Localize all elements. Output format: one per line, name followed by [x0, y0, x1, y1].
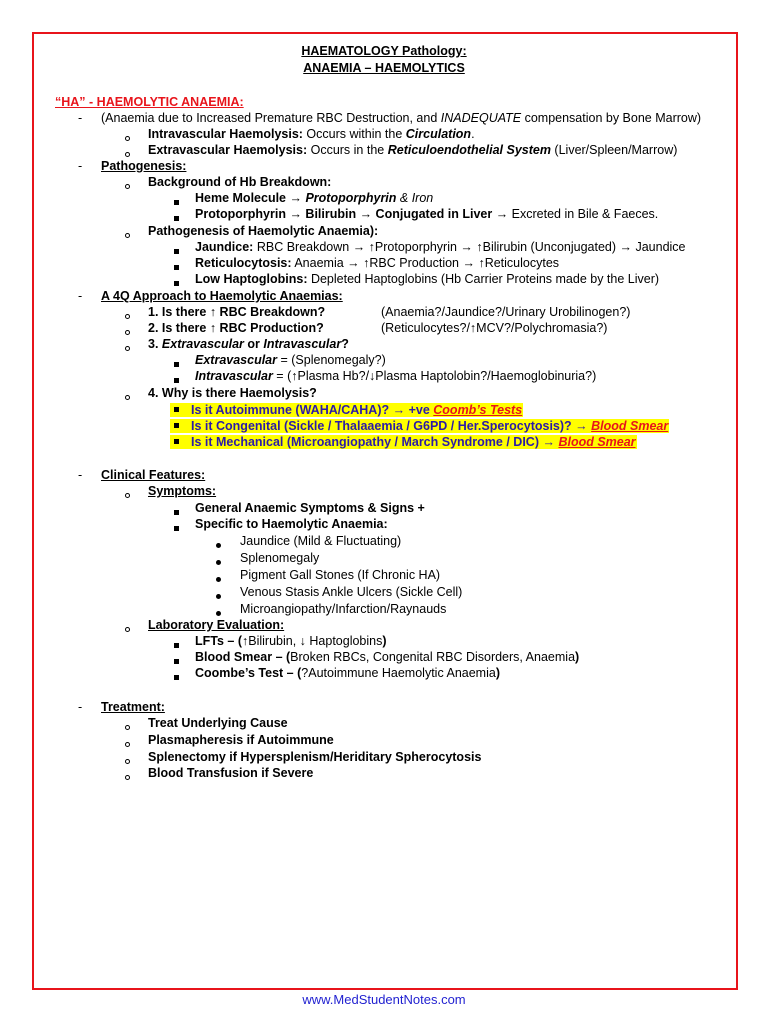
haptoglobin-line: Low Haptoglobins: Depleted Haptoglobins (Hb Carrier Proteins made by the Liver)	[195, 272, 660, 286]
dash-bullet: -	[78, 289, 83, 303]
dash-bullet: -	[78, 159, 83, 173]
circle-bullet	[125, 718, 130, 734]
treatment-item: Blood Transfusion if Severe	[148, 766, 314, 780]
circle-bullet	[125, 129, 130, 145]
dot-bullet	[216, 587, 221, 603]
treatment-item: Splenectomy if Hypersplenism/Heriditary Spherocytosis	[148, 750, 482, 764]
circle-bullet	[125, 226, 130, 242]
doc-title: HAEMATOLOGY Pathology:	[301, 44, 467, 58]
square-bullet	[174, 636, 179, 652]
dot-bullet	[216, 570, 221, 586]
pathogenesis-ha-heading: Pathogenesis of Haemolytic Anaemia):	[148, 224, 379, 238]
q1-note: (Anaemia?/Jaundice?/Urinary Urobilinogen?)	[381, 305, 631, 319]
general-symptoms: General Anaemic Symptoms & Signs +	[195, 501, 425, 515]
square-bullet	[174, 652, 179, 668]
clinical-heading: Clinical Features:	[101, 468, 206, 482]
specific-symptoms: Specific to Haemolytic Anaemia:	[195, 517, 388, 531]
circle-bullet	[125, 323, 130, 339]
circle-bullet	[125, 620, 130, 636]
approach-heading: A 4Q Approach to Haemolytic Anaemias:	[101, 289, 343, 303]
q1-line: 1. Is there ↑ RBC Breakdown?	[148, 305, 326, 319]
symptom-item: Microangiopathy/Infarction/Raynauds	[240, 602, 447, 616]
symptom-item: Pigment Gall Stones (If Chronic HA)	[240, 568, 441, 582]
circle-bullet	[125, 339, 130, 355]
reticulocytosis-line: Reticulocytosis: Anaemia → ↑RBC Production → ↑Reticulocytes	[195, 256, 560, 270]
dot-bullet	[216, 536, 221, 552]
extravascular-q-line: Extravascular = (Splenomegaly?)	[195, 353, 386, 367]
circle-bullet	[125, 177, 130, 193]
protoporphyrin-line: Protoporphyrin → Bilirubin → Conjugated in Liver → Excreted in Bile & Faeces.	[195, 207, 659, 221]
symptom-item: Jaundice (Mild & Fluctuating)	[240, 534, 402, 548]
square-bullet	[174, 668, 179, 684]
extravascular-line: Extravascular Haemolysis: Occurs in the Reticuloendothelial System (Liver/Spleen/Marrow)	[148, 143, 678, 157]
pathogenesis-heading: Pathogenesis:	[101, 159, 187, 173]
square-bullet	[174, 193, 179, 209]
circle-bullet	[125, 768, 130, 784]
circle-bullet	[125, 735, 130, 751]
q2-line: 2. Is there ↑ RBC Production?	[148, 321, 324, 335]
doc-subtitle: ANAEMIA – HAEMOLYTICS	[303, 61, 465, 75]
symptom-item: Venous Stasis Ankle Ulcers (Sickle Cell)	[240, 585, 463, 599]
q3-line: 3. Extravascular or Intravascular?	[148, 337, 349, 351]
circle-bullet	[125, 307, 130, 323]
circle-bullet	[125, 752, 130, 768]
q4-line: 4. Why is there Haemolysis?	[148, 386, 317, 400]
circle-bullet	[125, 388, 130, 404]
coombe-line: Coombe’s Test – (?Autoimmune Haemolytic Anaemia)	[195, 666, 500, 680]
square-bullet	[174, 242, 179, 258]
q2-note: (Reticulocytes?/↑MCV?/Polychromasia?)	[381, 321, 608, 335]
lft-line: LFTs – (↑Bilirubin, ↓ Haptoglobins)	[195, 634, 387, 648]
square-bullet	[174, 519, 179, 535]
dash-bullet: -	[78, 468, 83, 482]
hb-breakdown-heading: Background of Hb Breakdown:	[148, 175, 332, 189]
square-bullet	[174, 355, 179, 371]
dash-bullet: -	[78, 111, 83, 125]
section-heading: “HA” - HAEMOLYTIC ANAEMIA:	[55, 95, 244, 109]
treatment-item: Treat Underlying Cause	[148, 716, 288, 730]
footer-link[interactable]: www.MedStudentNotes.com	[302, 992, 466, 1007]
treatment-item: Plasmapheresis if Autoimmune	[148, 733, 334, 747]
jaundice-line: Jaundice: RBC Breakdown → ↑Protoporphyrin → ↑Bilirubin (Unconjugated) → Jaundice	[195, 240, 686, 254]
symptom-item: Splenomegaly	[240, 551, 320, 565]
square-bullet	[174, 503, 179, 519]
highlight-congenital: Is it Congenital (Sickle / Thalaaemia / G6PD / Her.Sperocytosis)? → Blood Smear	[170, 418, 669, 434]
dot-bullet	[216, 553, 221, 569]
heme-line: Heme Molecule → Protoporphyrin & Iron	[195, 191, 434, 205]
treatment-heading: Treatment:	[101, 700, 165, 714]
symptoms-heading: Symptoms:	[148, 484, 217, 498]
dash-bullet: -	[78, 700, 83, 714]
circle-bullet	[125, 486, 130, 502]
highlight-autoimmune: Is it Autoimmune (WAHA/CAHA)? → +ve Coomb’s Tests	[170, 402, 523, 418]
definition-line: (Anaemia due to Increased Premature RBC Destruction, and INADEQUATE compensation by Bone Marrow)	[101, 111, 702, 125]
intravascular-q-line: Intravascular = (↑Plasma Hb?/↓Plasma Haptolobin?/Haemoglobinuria?)	[195, 369, 597, 383]
square-bullet	[174, 258, 179, 274]
lab-heading: Laboratory Evaluation:	[148, 618, 285, 632]
intravascular-line: Intravascular Haemolysis: Occurs within the Circulation.	[148, 127, 475, 141]
highlight-mechanical: Is it Mechanical (Microangiopathy / March Syndrome / DIC) → Blood Smear	[170, 434, 637, 450]
smear-line: Blood Smear – (Broken RBCs, Congenital RBC Disorders, Anaemia)	[195, 650, 580, 664]
